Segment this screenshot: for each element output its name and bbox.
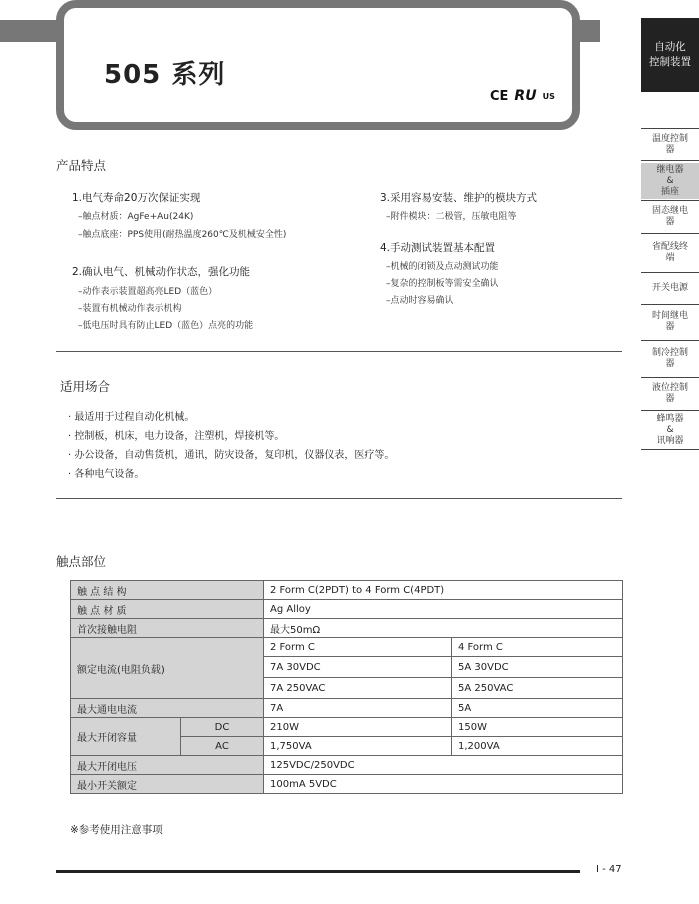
application-item: · 各种电气设备。 — [68, 469, 145, 480]
sidebar-divider — [641, 377, 699, 378]
table-row — [71, 775, 623, 794]
sidebar-category[interactable] — [641, 18, 699, 92]
sidebar-divider — [641, 128, 699, 129]
feature-4-detail: –点动时容易确认 — [386, 296, 454, 306]
row-sublabel-dc: DC — [181, 718, 264, 737]
sidebar-item-label: 开关电源 — [651, 283, 688, 293]
sidebar-item-label: 器 — [665, 322, 675, 332]
cell-capacity-dc-4c: 150W — [452, 718, 623, 737]
feature-2-title: 2.确认电气、机械动作状态，强化功能 — [72, 266, 251, 278]
sidebar-divider — [641, 272, 699, 273]
sidebar-item-power-supply[interactable] — [641, 283, 699, 294]
title-frame — [56, 0, 580, 130]
table-row — [71, 718, 623, 737]
sidebar-divider — [641, 340, 699, 341]
sidebar-category-line: 自动化 — [654, 41, 686, 53]
feature-1-title: 1.电气寿命20万次保证实现 — [72, 192, 201, 204]
applications-heading: 适用场合 — [60, 379, 111, 394]
section-divider — [56, 498, 622, 499]
cell-min-rating: 100mA 5VDC — [264, 775, 623, 794]
feature-4-detail: –复杂的控制板等需安全确认 — [386, 279, 499, 289]
sidebar-item-label: 端 — [665, 253, 675, 263]
sidebar-item-label: 固态继电 — [651, 206, 688, 216]
usage-note-link[interactable]: ※参考使用注意事项 — [70, 824, 163, 836]
cell-rated-header-2c: 2 Form C — [264, 638, 452, 657]
features-heading: 产品特点 — [56, 158, 107, 173]
ce-mark-icon: CE — [490, 88, 509, 104]
row-label-capacity: 最大开闭容量 — [71, 718, 181, 756]
sidebar-category-line: 控制装置 — [649, 56, 691, 68]
sidebar-item-refrigeration[interactable] — [641, 348, 699, 370]
row-label-max-current: 最大通电电流 — [71, 699, 264, 718]
row-label-structure: 触 点 结 构 — [71, 581, 264, 600]
sidebar-item-label: 器 — [665, 217, 675, 227]
cell-max-current-4c: 5A — [452, 699, 623, 718]
sidebar-item-label: 讯响器 — [656, 436, 684, 446]
sidebar-item-relay[interactable] — [641, 163, 699, 199]
sidebar-item-level[interactable] — [641, 383, 699, 405]
application-item: · 办公设备，自动售货机，通讯，防灾设备，复印机，仪器仪表，医疗等。 — [68, 450, 395, 461]
cell-rated-ac-4c: 5A 250VAC — [452, 678, 623, 699]
us-mark-icon: US — [542, 91, 555, 101]
sidebar-item-label: 器 — [665, 359, 675, 369]
sidebar-item-buzzer[interactable] — [641, 414, 699, 447]
sidebar-item-label: 时间继电 — [651, 311, 688, 321]
table-row — [71, 756, 623, 775]
section-divider — [56, 351, 622, 352]
sidebar-item-label: 温度控制 — [651, 134, 688, 144]
sidebar-item-ssr[interactable] — [641, 206, 699, 228]
cell-capacity-ac-4c: 1,200VA — [452, 737, 623, 756]
feature-2-detail: –动作表示装置超高亮LED（蓝色） — [78, 287, 218, 297]
cell-rated-dc-2c: 7A 30VDC — [264, 657, 452, 678]
sidebar-divider — [641, 449, 699, 450]
cell-max-current-2c: 7A — [264, 699, 452, 718]
cell-resistance: 最大50mΩ — [264, 619, 623, 638]
cell-rated-header-4c: 4 Form C — [452, 638, 623, 657]
sidebar-divider — [641, 200, 699, 201]
application-item: · 最适用于过程自动化机械。 — [68, 412, 195, 423]
feature-1-detail: –触点材质：AgFe+Au(24K) — [78, 212, 194, 222]
feature-2-detail: –低电压时具有防止LED（蓝色）点亮的功能 — [78, 321, 254, 331]
feature-1-detail: –触点底座：PPS使用(耐热温度260℃及机械安全性) — [78, 230, 287, 240]
cell-capacity-ac-2c: 1,750VA — [264, 737, 452, 756]
sidebar-item-label: 蜂鸣器 — [656, 414, 684, 424]
table-row — [71, 619, 623, 638]
row-label-rated: 额定电流(电阻负载) — [71, 638, 264, 699]
page-number: Ⅰ - 47 — [596, 864, 622, 875]
sidebar-item-label: 器 — [665, 145, 675, 155]
row-label-max-voltage: 最大开闭电压 — [71, 756, 264, 775]
feature-4-detail: –机械的闭锁及点动测试功能 — [386, 262, 499, 272]
application-item: · 控制板，机床，电力设备，注塑机，焊接机等。 — [68, 431, 285, 442]
sidebar-item-wiring[interactable] — [641, 242, 699, 264]
cell-rated-ac-2c: 7A 250VAC — [264, 678, 452, 699]
footer-rule — [56, 870, 580, 873]
feature-4-title: 4.手动测试装置基本配置 — [380, 242, 496, 254]
sidebar-item-label: 制冷控制 — [651, 348, 688, 358]
row-label-min-rating: 最小开关额定 — [71, 775, 264, 794]
cell-capacity-dc-2c: 210W — [264, 718, 452, 737]
contacts-spec-table — [70, 580, 623, 794]
cell-material: Ag Alloy — [264, 600, 623, 619]
page-title: 505 系列 — [104, 60, 226, 90]
cell-max-voltage: 125VDC/250VDC — [264, 756, 623, 775]
certification-marks — [490, 88, 555, 104]
cell-structure: 2 Form C(2PDT) to 4 Form C(4PDT) — [264, 581, 623, 600]
contacts-heading: 触点部位 — [56, 554, 107, 569]
sidebar-item-label: & — [666, 425, 674, 435]
row-sublabel-ac: AC — [181, 737, 264, 756]
row-label-resistance: 首次接触电阻 — [71, 619, 264, 638]
sidebar-item-label: 插座 — [660, 187, 679, 197]
feature-3-title: 3.采用容易安装、维护的模块方式 — [380, 192, 538, 204]
table-row — [71, 600, 623, 619]
sidebar-item-label: 继电器 — [656, 165, 684, 175]
cell-rated-dc-4c: 5A 30VDC — [452, 657, 623, 678]
sidebar-divider — [641, 160, 699, 161]
sidebar-divider — [641, 233, 699, 234]
feature-3-detail: –附件模块：二极管，压敏电阻等 — [386, 212, 517, 222]
table-row — [71, 699, 623, 718]
sidebar-item-label: & — [666, 176, 674, 186]
feature-2-detail: –装置有机械动作表示机构 — [78, 304, 182, 314]
ul-mark-icon: RU — [514, 88, 537, 104]
sidebar-divider — [641, 410, 699, 411]
row-label-material: 触 点 材 质 — [71, 600, 264, 619]
sidebar-item-temperature[interactable] — [641, 134, 699, 156]
sidebar-item-label: 器 — [665, 394, 675, 404]
sidebar-item-label: 省配线终 — [651, 242, 688, 252]
sidebar-divider — [641, 304, 699, 305]
table-row — [71, 638, 623, 657]
sidebar-item-label: 液位控制 — [651, 383, 688, 393]
sidebar-item-timer[interactable] — [641, 311, 699, 333]
table-row — [71, 581, 623, 600]
